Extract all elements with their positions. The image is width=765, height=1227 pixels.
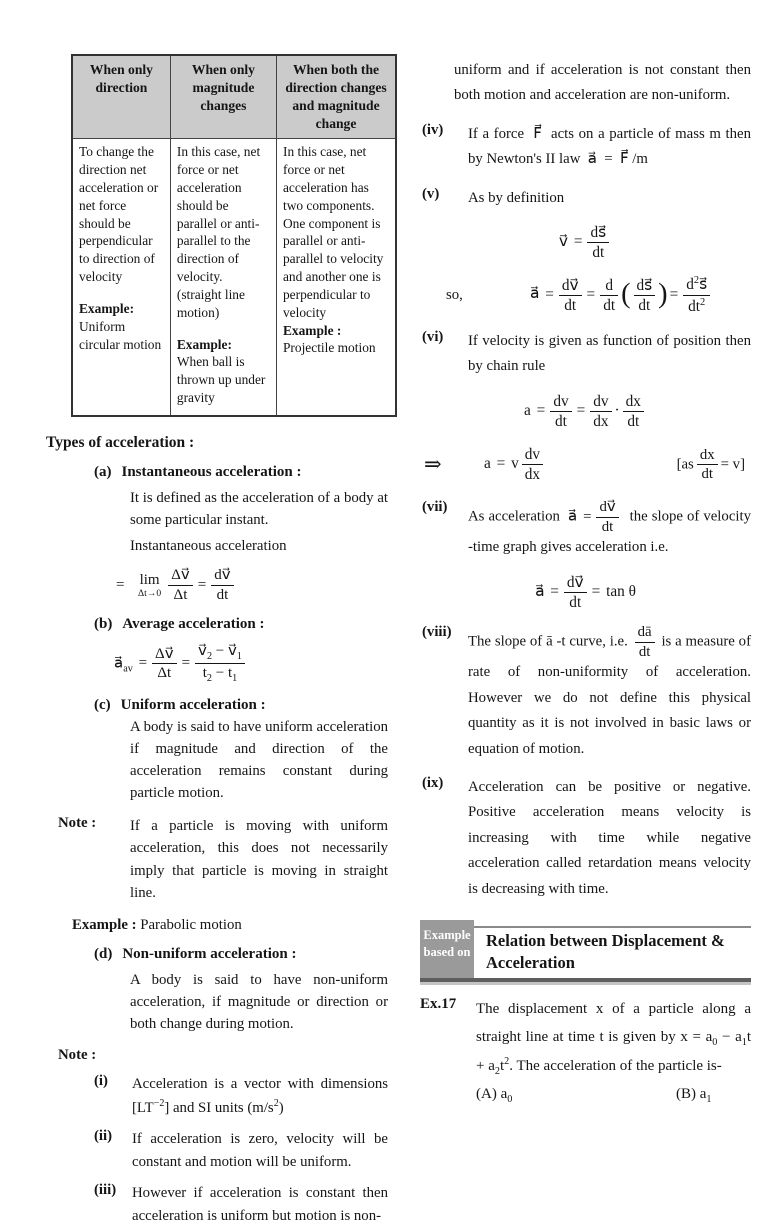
note-point-ii xyxy=(94,1128,388,1173)
item-c-heading xyxy=(94,697,388,714)
point-iv-label: (iv) xyxy=(422,121,444,138)
so-derivation-row xyxy=(420,275,751,314)
item-c-body: A body is said to have uniform acceleration if magnitude and direction of the acceleration remains constant during particle motion. xyxy=(130,718,388,802)
ex17-label: Ex.17 xyxy=(420,996,457,1012)
note-uniform-acceleration xyxy=(58,815,388,905)
cell-example-text: Projectile motion xyxy=(282,340,376,356)
example-label: Example : xyxy=(72,916,137,933)
ex17-question-text: The displacement x of a particle along a straight line at time t is given by $x = a_0 - a_1t + a_2t^2$. The acceleration of the particle is- xyxy=(476,1001,751,1077)
note-point-i xyxy=(94,1073,388,1119)
cell-example-label: Example : xyxy=(282,322,342,338)
table-header-magnitude: When only magnitude changes xyxy=(170,55,276,139)
point-v-label: (v) xyxy=(422,185,440,202)
item-b-title: Average acceleration : xyxy=(122,616,265,633)
cell-body: In this case, net force or net acceleration should be parallel or anti-parallel to the direction of velocity. (straight line motion) xyxy=(176,144,261,320)
point-vii-label: (vii) xyxy=(422,499,448,516)
right-column xyxy=(420,54,752,1105)
table-body-row xyxy=(72,139,396,416)
point-i-text: Acceleration is a vector with dimensions $[LT^{-2}]$ and SI units $(m/s^2)$ xyxy=(132,1076,388,1116)
so-label: so, xyxy=(446,286,463,303)
slope-tan-theta-formula: a⃗ = $\frac{dv⃗}{dt}$ = tan θ xyxy=(535,573,636,611)
chain-rule-formula: a = $\frac{dv}{dt}$ = $\frac{dv}{dx}$ · $\frac{dx}{dt}$ xyxy=(420,393,751,430)
point-ix-label: (ix) xyxy=(422,774,444,791)
acceleration-second-derivative-formula: a⃗ = $\frac{dv⃗}{dt}$ = $\frac{d}{dt}$ ( $\frac{ds⃗}{dt}$ ) = $\frac{d^2s⃗}{dt^2}$ xyxy=(530,275,751,314)
note-point-ix xyxy=(420,775,751,902)
note-point-viii xyxy=(420,624,751,762)
point-ii-label: (ii) xyxy=(94,1128,113,1145)
note-label: Note : xyxy=(58,814,97,831)
item-a-heading xyxy=(94,464,388,481)
cell-example-label: Example: xyxy=(79,300,135,316)
item-d-title: Non-uniform acceleration : xyxy=(122,945,297,962)
point-v-text: As by definition xyxy=(468,189,565,206)
example-based-on-badge: Example based on xyxy=(420,920,474,978)
point-iii-continuation: uniform and if acceleration is not constant then both motion and acceleration are non-uniform. xyxy=(454,62,751,104)
point-vi-text: If velocity is given as function of position then by chain rule xyxy=(468,332,751,375)
note-point-v xyxy=(420,186,751,211)
example-parabolic-motion xyxy=(72,917,388,934)
average-acceleration-formula: $a⃗_{av}$ = $\frac{\Delta v⃗}{\Delta t}$ = $\frac{v⃗_2 - v⃗_1}{t_2 - t_1}$ xyxy=(114,643,388,685)
item-c-label: (c) xyxy=(94,696,111,713)
point-iii-label: (iii) xyxy=(94,1182,117,1199)
point-viii-label: (viii) xyxy=(422,624,452,641)
left-column xyxy=(44,54,388,1224)
implies-row xyxy=(420,446,751,483)
point-i-label: (i) xyxy=(94,1073,108,1090)
point-ii-text: If acceleration is zero, velocity will be constant and motion will be uniform. xyxy=(132,1131,388,1170)
as-dxdt-equals-v-note: [as $\frac{dx}{dt}$ = v] xyxy=(676,446,745,483)
point-iv-text: If a force F⃗ acts on a particle of mass m then by Newton's II law a⃗ = F⃗ /m xyxy=(468,125,751,168)
note-text: If a particle is moving with uniform acceleration, this does not necessarily imply that particle is moving in straight line. xyxy=(130,817,388,902)
note-point-vii xyxy=(420,499,751,561)
cell-example-text: When ball is thrown up under gravity xyxy=(176,354,266,406)
example-based-on-heading xyxy=(420,926,751,982)
ex17-question xyxy=(420,996,751,1082)
item-a-title: Instantaneous acceleration : xyxy=(121,463,302,480)
note-point-iii xyxy=(94,1182,388,1227)
ex17-option-b: (B) $a_1$ xyxy=(676,1085,712,1105)
ex17-options xyxy=(476,1086,751,1105)
cell-body: In this case, net force or net acceleration has two components. One component is parallel or anti-parallel to velocity and another one is perpendicular to velocity xyxy=(282,144,384,320)
item-c-title: Uniform acceleration : xyxy=(120,696,266,713)
item-d-body: A body is said to have non-uniform acceleration, if magnitude or direction or both change during motion. xyxy=(130,971,388,1032)
table-header-row xyxy=(72,55,396,139)
item-d-label: (d) xyxy=(94,945,113,962)
note-point-vi xyxy=(420,329,751,380)
cell-example-label: Example: xyxy=(176,336,232,352)
table-cell-direction xyxy=(72,139,170,416)
a-equals-v-dvdx-formula: a = v $\frac{dv}{dx}$ xyxy=(484,446,604,483)
item-b-heading xyxy=(94,616,388,633)
cell-body: To change the direction net acceleration or net force should be perpendicular to direction of velocity xyxy=(79,144,159,285)
table-cell-both xyxy=(276,139,396,416)
implies-arrow-icon: ⇒ xyxy=(424,452,442,477)
point-viii-text: The slope of ā -t curve, i.e. $\frac{dā}{dt}$ is a measure of rate of non-uniformity of acceleration. However we do not define this physical quantity as it is not involved in basic laws or equation of motion. xyxy=(468,624,751,757)
item-a-subtitle: Instantaneous acceleration xyxy=(130,538,287,555)
item-b-label: (b) xyxy=(94,616,113,633)
cell-example-text: Uniform circular motion xyxy=(79,318,162,352)
velocity-definition-formula: v⃗ = $\frac{ds⃗}{dt}$ xyxy=(420,224,751,261)
section-title-types-of-acceleration: Types of acceleration : xyxy=(46,433,195,451)
table-header-direction: When only direction xyxy=(72,55,170,139)
acceleration-cases-table xyxy=(71,54,397,417)
note-2 xyxy=(58,1047,388,1064)
instantaneous-acceleration-formula: = lim Δt→0 $\frac{\Delta v⃗}{\Delta t}$ = $\frac{dv⃗}{dt}$ xyxy=(114,567,388,604)
point-vi-label: (vi) xyxy=(422,328,444,345)
table-header-both: When both the direction changes and magnitude change xyxy=(276,55,396,139)
note-point-iv xyxy=(420,122,751,173)
example-topic-title: Relation between Displacement & Acceleration xyxy=(474,926,751,978)
point-ix-text: Acceleration can be positive or negative. Positive acceleration means velocity is increasing with time while negative acceleration called retardation means velocity is decreasing with time. xyxy=(468,778,751,897)
note-label: Note : xyxy=(58,1047,97,1064)
example-text: Parabolic motion xyxy=(140,916,242,933)
ex17-option-a: (A) $a_0$ xyxy=(476,1085,513,1105)
table-cell-magnitude xyxy=(170,139,276,416)
point-vii-text: As acceleration a⃗ = $\frac{dv⃗}{dt}$ the slope of velocity -time graph gives acceleration i.e. xyxy=(468,499,752,556)
item-a-label: (a) xyxy=(94,463,112,480)
point-iii-text: However if acceleration is constant then acceleration is uniform but motion is non- xyxy=(132,1185,388,1224)
item-d-heading xyxy=(94,946,388,963)
item-a-body: It is defined as the acceleration of a body at some particular instant. xyxy=(130,489,388,529)
